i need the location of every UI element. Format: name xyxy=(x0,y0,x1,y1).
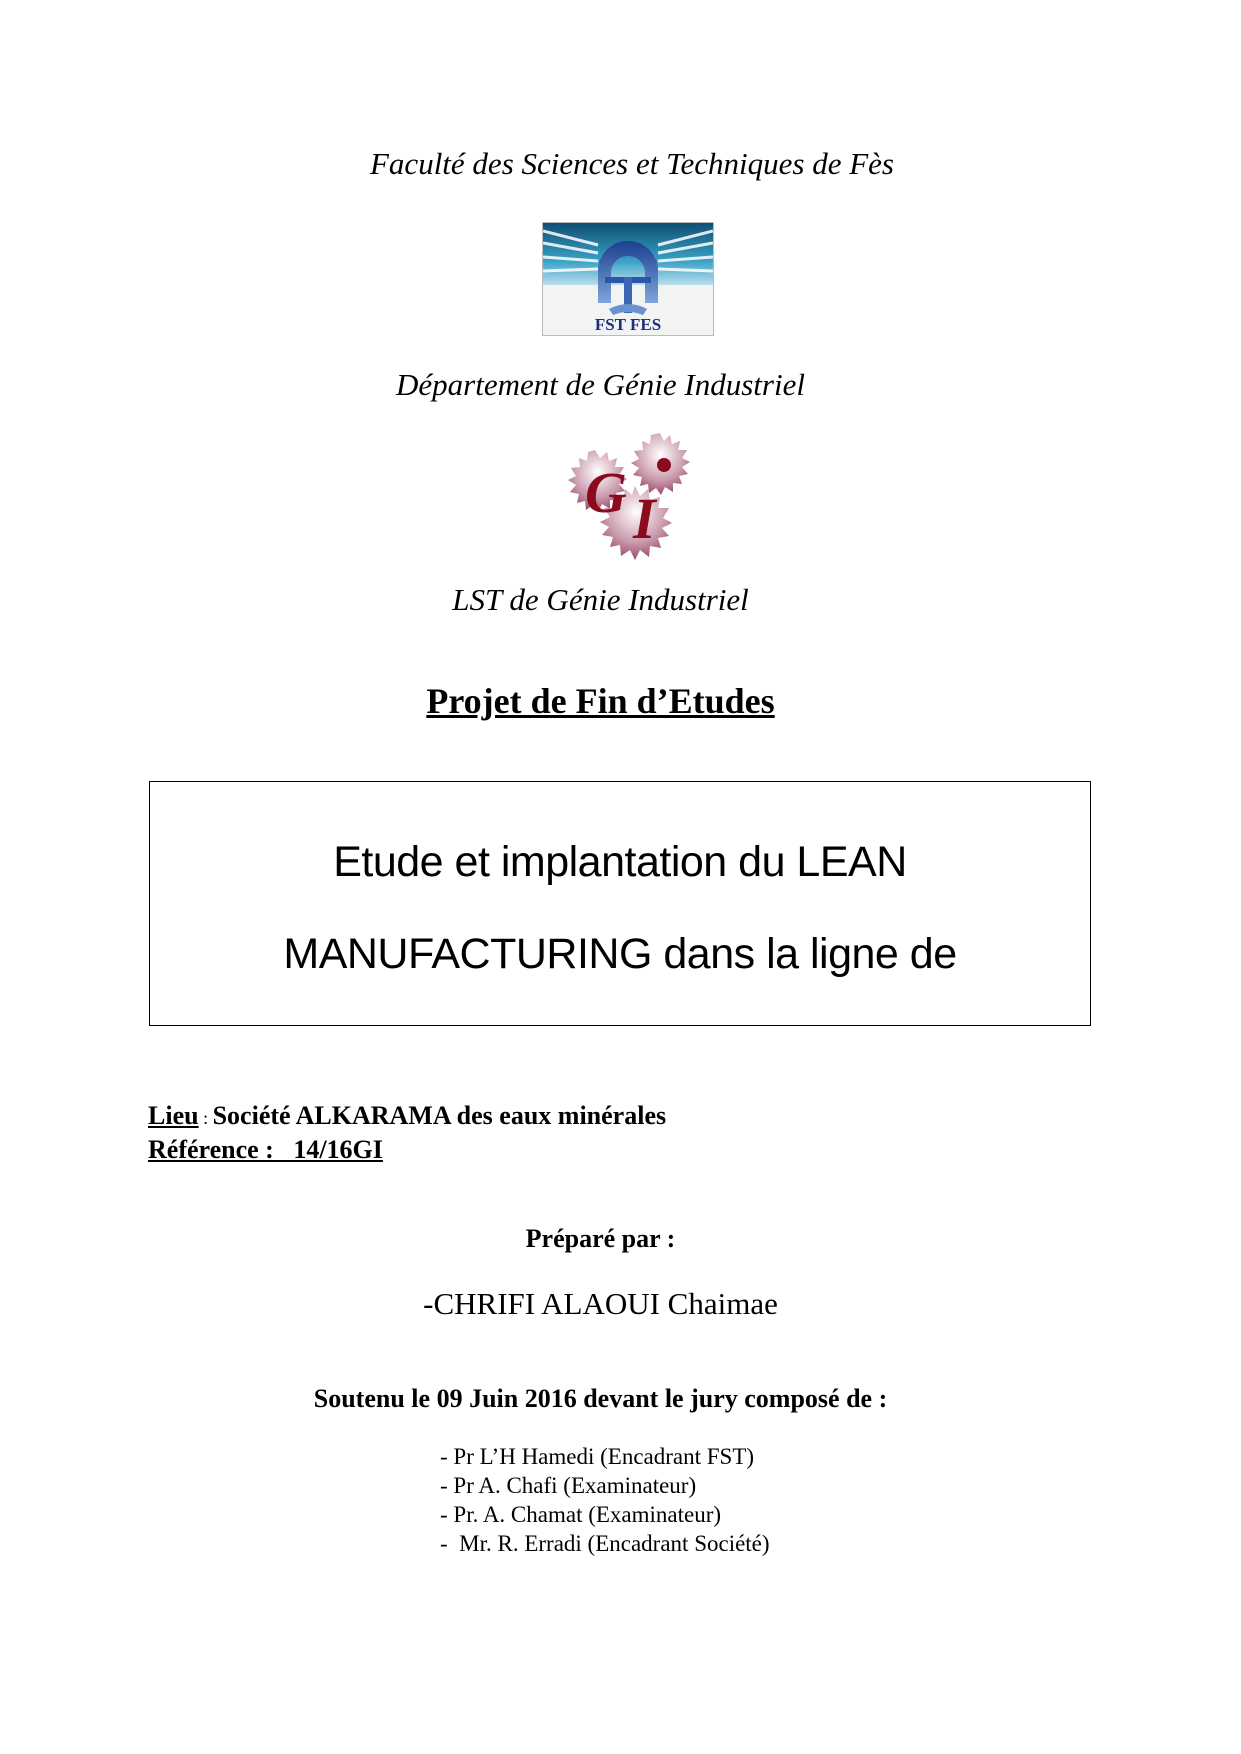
jury-member: - Pr. A. Chamat (Examinateur) xyxy=(440,1502,722,1527)
project-info xyxy=(148,1100,666,1166)
department-heading: Département de Génie Industriel xyxy=(396,367,805,402)
prepared-by-label: Préparé par : xyxy=(525,1224,676,1253)
svg-text:G: G xyxy=(585,460,627,525)
location-separator: : xyxy=(198,1108,213,1128)
jury-member: - Mr. R. Erradi (Encadrant Société) xyxy=(440,1531,770,1556)
reference-label: Référence : 14/16GI xyxy=(148,1135,383,1164)
svg-text:FST FES: FST FES xyxy=(594,315,662,334)
location-line xyxy=(148,1100,666,1134)
fst-logo-icon xyxy=(543,223,713,335)
gi-logo xyxy=(555,428,705,563)
gear-logo-icon xyxy=(555,428,705,563)
title-line-1: Etude et implantation du LEAN xyxy=(333,838,907,886)
jury-list xyxy=(440,1442,770,1558)
fst-fes-logo xyxy=(542,222,714,336)
project-title-box xyxy=(149,781,1091,1026)
reference-line xyxy=(148,1134,666,1166)
svg-text:I: I xyxy=(633,486,656,551)
location-value: Société ALKARAMA des eaux minérales xyxy=(212,1101,667,1130)
faculty-text: Faculté des Sciences et Techniques de Fès xyxy=(370,146,894,181)
title-line-2: MANUFACTURING dans la ligne de xyxy=(283,930,957,978)
defense-statement: Soutenu le 09 Juin 2016 devant le jury composé de : xyxy=(313,1384,888,1413)
location-label: Lieu xyxy=(148,1101,199,1130)
jury-member: - Pr L’H Hamedi (Encadrant FST) xyxy=(440,1444,755,1469)
author-name: -CHRIFI ALAOUI Chaimae xyxy=(423,1286,778,1321)
jury-member: - Pr A. Chafi (Examinateur) xyxy=(440,1473,697,1498)
program-heading: LST de Génie Industriel xyxy=(452,582,749,617)
document-type-heading: Projet de Fin d’Etudes xyxy=(426,681,775,721)
